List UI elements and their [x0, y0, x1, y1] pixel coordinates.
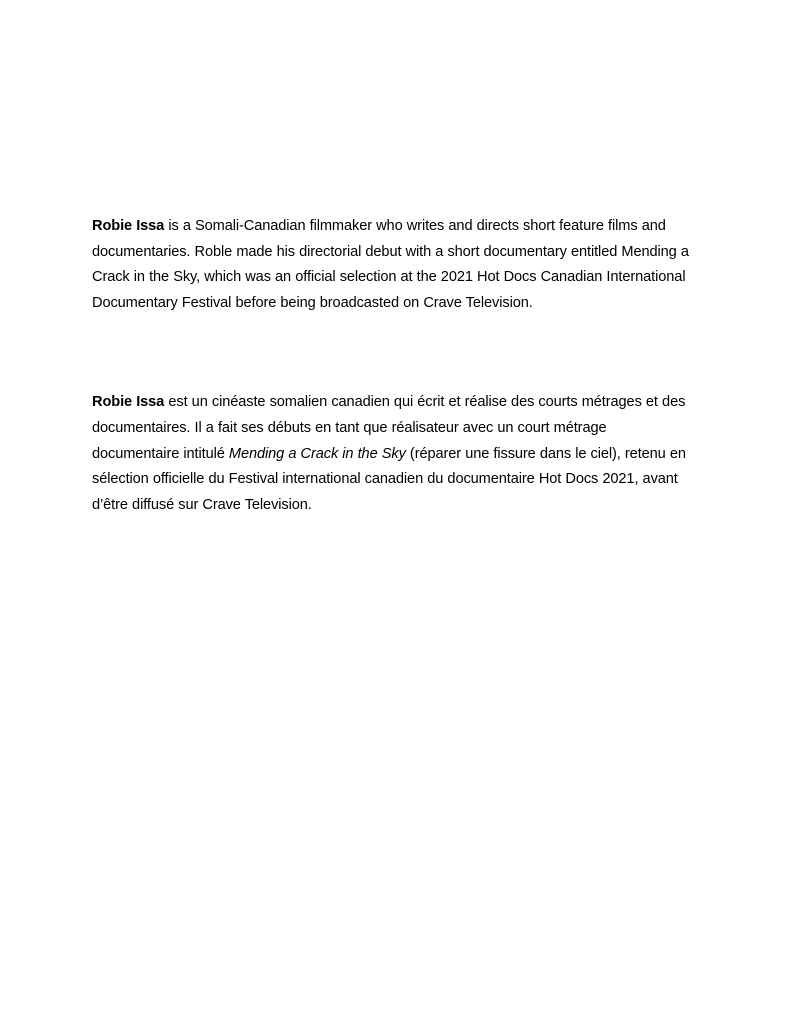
paragraph-english-text: is a Somali-Canadian filmmaker who writes and directs short feature films and documentaries. Roble made his directorial debut with a short documentary entitled Mending a Crack in the Sky, which was an official selection at the 2021 Hot Docs Canadian International Documentary Festival before being broadcasted on Crave Television.: [92, 218, 689, 311]
document-body: [92, 214, 692, 518]
person-name-french: Robie Issa: [92, 394, 165, 411]
paragraph-biography-french: [92, 390, 692, 518]
person-name-english: Robie Issa: [92, 218, 165, 234]
paragraph-french-text-part1: est un cinéaste somalien canadien qui écrit et réalise des courts métrages et des documentaires. Il a fait ses débuts en tant que réalisateur avec un court métrage documentaire intitulé: [92, 394, 686, 462]
paragraph-biography-english: [92, 214, 692, 316]
paragraph-french-text-part2: (réparer une fissure dans le ciel), retenu en sélection officielle du Festival international canadien du documentaire Hot Docs 2021, avant d’être diffusé sur Crave Television.: [92, 445, 686, 513]
paragraph-spacer: [92, 316, 692, 390]
film-title-french: Mending a Crack in the Sky: [228, 445, 406, 462]
